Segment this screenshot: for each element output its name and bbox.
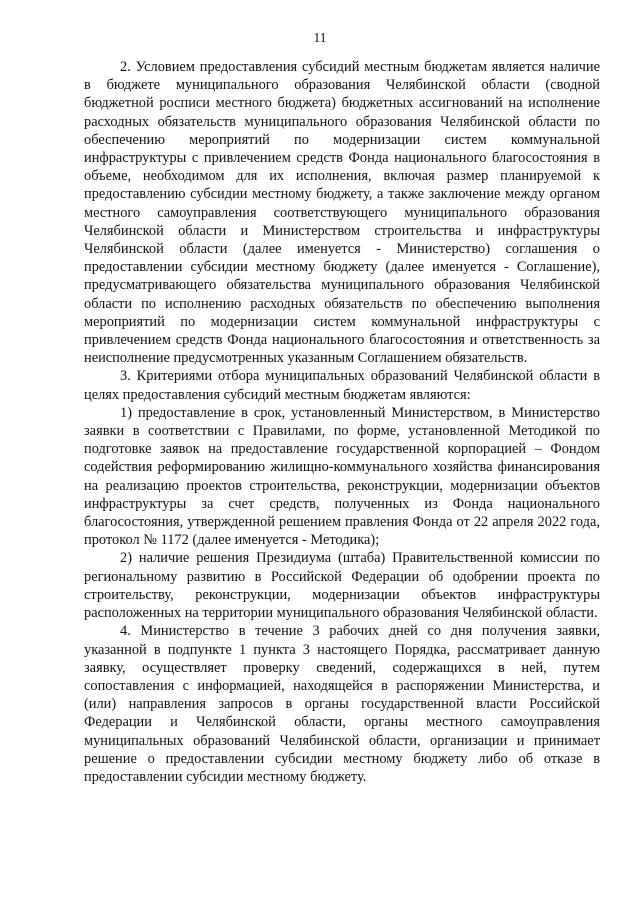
paragraph-subitem-2: 2) наличие решения Президиума (штаба) Правительственной комиссии по региональному развитию в Российской Федерации об одобрении проекта по строительству, реконструкции, модернизации объектов инфраструктуры расположенных на территории муниципального образования Челябинской области.	[84, 550, 600, 622]
page-number: 11	[313, 30, 327, 45]
paragraph-subitem-1: 1) предоставление в срок, установленный Министерством, в Министерство заявки в соответствии с Правилами, по форме, установленной Методикой по подготовке заявок на предоставление государственной корпорацией – Фондом содействия реформированию жилищно-коммунального хозяйства финансирования на реализацию проектов строительства, реконструкции, модернизации объектов инфраструктуры за счет средств, полученных из Фонда национального благосостояния, утвержденной решением правления Фонда от 22 апреля 2022 года, протокол № 1172 (далее именуется - Методика);	[84, 404, 600, 549]
document-body	[84, 58, 600, 786]
paragraph-item-3: 3. Критериями отбора муниципальных образований Челябинской области в целях предоставления субсидий местным бюджетам являются:	[84, 368, 600, 403]
paragraph-item-4: 4. Министерство в течение 3 рабочих дней со дня получения заявки, указанной в подпункте 1 пункта 3 настоящего Порядка, рассматривает данную заявку, осуществляет проверку сведений, содержащихся в ней, путем сопоставления с информацией, находящейся в распоряжении Министерства, и (или) направления запросов в органы государственной власти Российской Федерации и Челябинской области, органы местного самоуправления муниципальных образований Челябинской области, организации и принимает решение о предоставлении субсидии местному бюджету либо об отказе в предоставлении субсидии местному бюджету.	[84, 623, 600, 785]
paragraph-item-2: 2. Условием предоставления субсидий местным бюджетам является наличие в бюджете муниципального образования Челябинской области (сводной бюджетной росписи местного бюджета) бюджетных ассигнований на исполнение расходных обязательств муниципального образования Челябинской области по обеспечению мероприятий по модернизации систем коммунальной инфраструктуры с привлечением средств Фонда национального благосостояния в объеме, необходимом для их исполнения, включая размер планируемой к предоставлению субсидии местному бюджету, а также заключение между органом местного самоуправления соответствующего муниципального образования Челябинской области и Министерством строительства и инфраструктуры Челябинской области (далее именуется - Министерство) соглашения о предоставлении субсидии местному бюджету (далее именуется - Соглашение), предусматривающего обязательства муниципального образования Челябинской области по исполнению расходных обязательств по обеспечению выполнения мероприятий по модернизации систем коммунальной инфраструктуры с привлечением средств Фонда национального благосостояния и ответственность за неисполнение предусмотренных указанным Соглашением обязательств.	[84, 59, 600, 367]
